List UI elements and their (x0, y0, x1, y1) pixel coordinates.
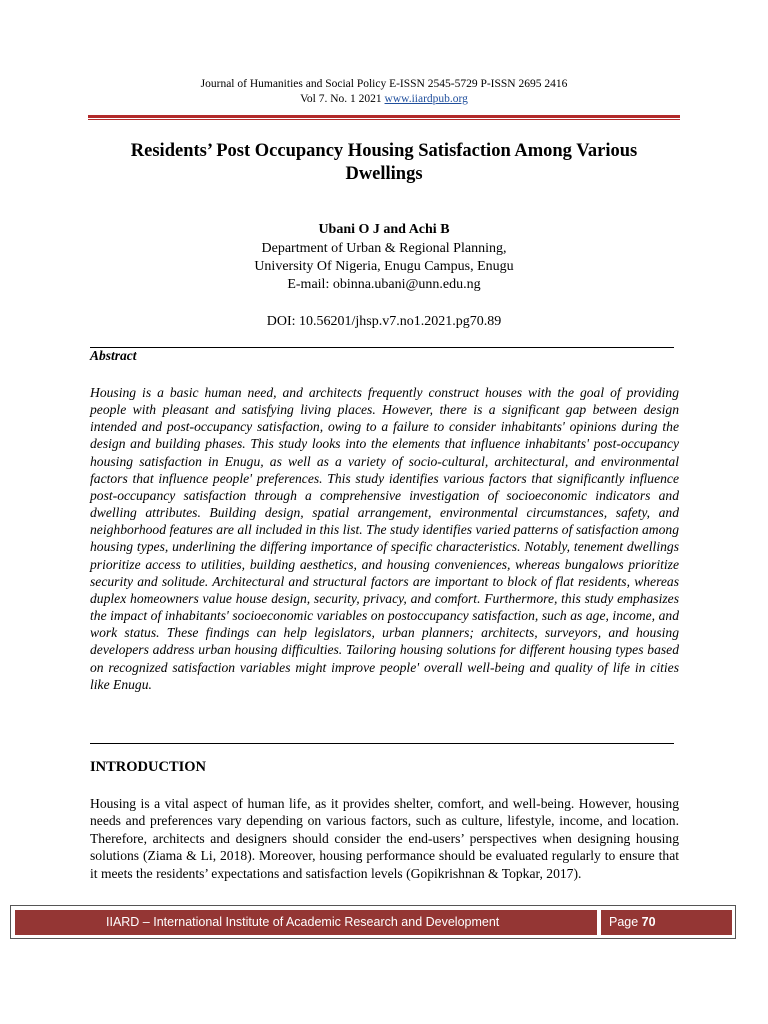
authors (0, 221, 768, 239)
footer-page (601, 910, 732, 935)
footer-publisher: IIARD – International Institute of Academic Research and Development (15, 910, 597, 935)
header-divider-thick (88, 115, 680, 118)
header-divider-thin (88, 119, 680, 120)
article-title-line1: Residents’ Post Occupancy Housing Satisfaction Among Various (130, 141, 638, 161)
page-number: 70 (641, 915, 656, 929)
author-email: E-mail: obinna.ubani@unn.edu.ng (287, 277, 481, 292)
introduction-text: Housing is a vital aspect of human life, as it provides shelter, comfort, and well-being. However, housing needs and preferences vary depending on various factors, such as culture, lifestyle, income, and location. Therefore, architects and designers should consider the end-users’ perspectives when designing housing solutions (Ziama & Li, 2018). Moreover, housing performance should be evaluated regularly to ensure that it meets the residents’ expectations and satisfaction levels (Gopikrishnan & Topkar, 2017). (90, 796, 679, 881)
volume-info: Vol 7. No. 1 2021 (300, 93, 385, 105)
journal-url-link[interactable]: www.iiardpub.org (384, 93, 468, 105)
introduction-heading: INTRODUCTION (90, 759, 207, 775)
affiliation-line1: Department of Urban & Regional Planning, (261, 241, 507, 256)
abstract-bottom-rule (90, 743, 674, 744)
article-title (80, 140, 688, 186)
doi: DOI: 10.56201/jhsp.v7.no1.2021.pg70.89 (266, 314, 502, 329)
abstract-text: Housing is a basic human need, and architects frequently construct houses with the goal of providing people with pleasant and satisfying living places. However, there is a significant gap between design intended and post-occupancy satisfaction, owing to a failure to consider inhabitants' opinions during the design and building phases. This study looks into the elements that influence inhabitants' post-occupancy housing satisfaction in Enugu, as well as a variety of socio-cultural, architectural, and environmental factors that influence people' preferences. This study identifies various factors that significantly influence post-occupancy satisfaction through a comprehensive investigation of socioeconomic indicators and dwelling attributes. Building design, spatial arrangement, environmental circumstances, safety, and neighborhood features are all included in this list. The study identifies varied patterns of satisfaction among housing types, underlining the differing importance of specific characteristics. Notably, tenement dwellings prioritize access to utilities, building aesthetics, and housing conveniences, whereas bungalows prioritize security and solitude. Architectural and structural factors are important to block of flat residents, whereas duplex homeowners value house design, security, privacy, and comfort. Furthermore, this study emphasizes the impact of inhabitants' socioeconomic variables on postoccupancy satisfaction, such as age, income, and work status. These findings can help legislators, urban planners; architects, surveyors, and housing developers address urban housing difficulties. Tailoring housing solutions for different housing types based on recognized satisfaction variables might improve people' overall well-being and quality of life in cities like Enugu. (90, 385, 679, 692)
authors-names: Ubani O J and Achi B (318, 222, 450, 237)
journal-info-line: Journal of Humanities and Social Policy E-ISSN 2545-5729 P-ISSN 2695 2416 (200, 78, 568, 90)
footer-page-label: Page (609, 915, 642, 929)
volume-line (0, 92, 768, 106)
abstract-top-rule (90, 347, 674, 348)
article-title-line2: Dwellings (345, 164, 423, 184)
abstract-label: Abstract (90, 348, 137, 363)
affiliation-line2: University Of Nigeria, Enugu Campus, Enugu (254, 259, 514, 274)
